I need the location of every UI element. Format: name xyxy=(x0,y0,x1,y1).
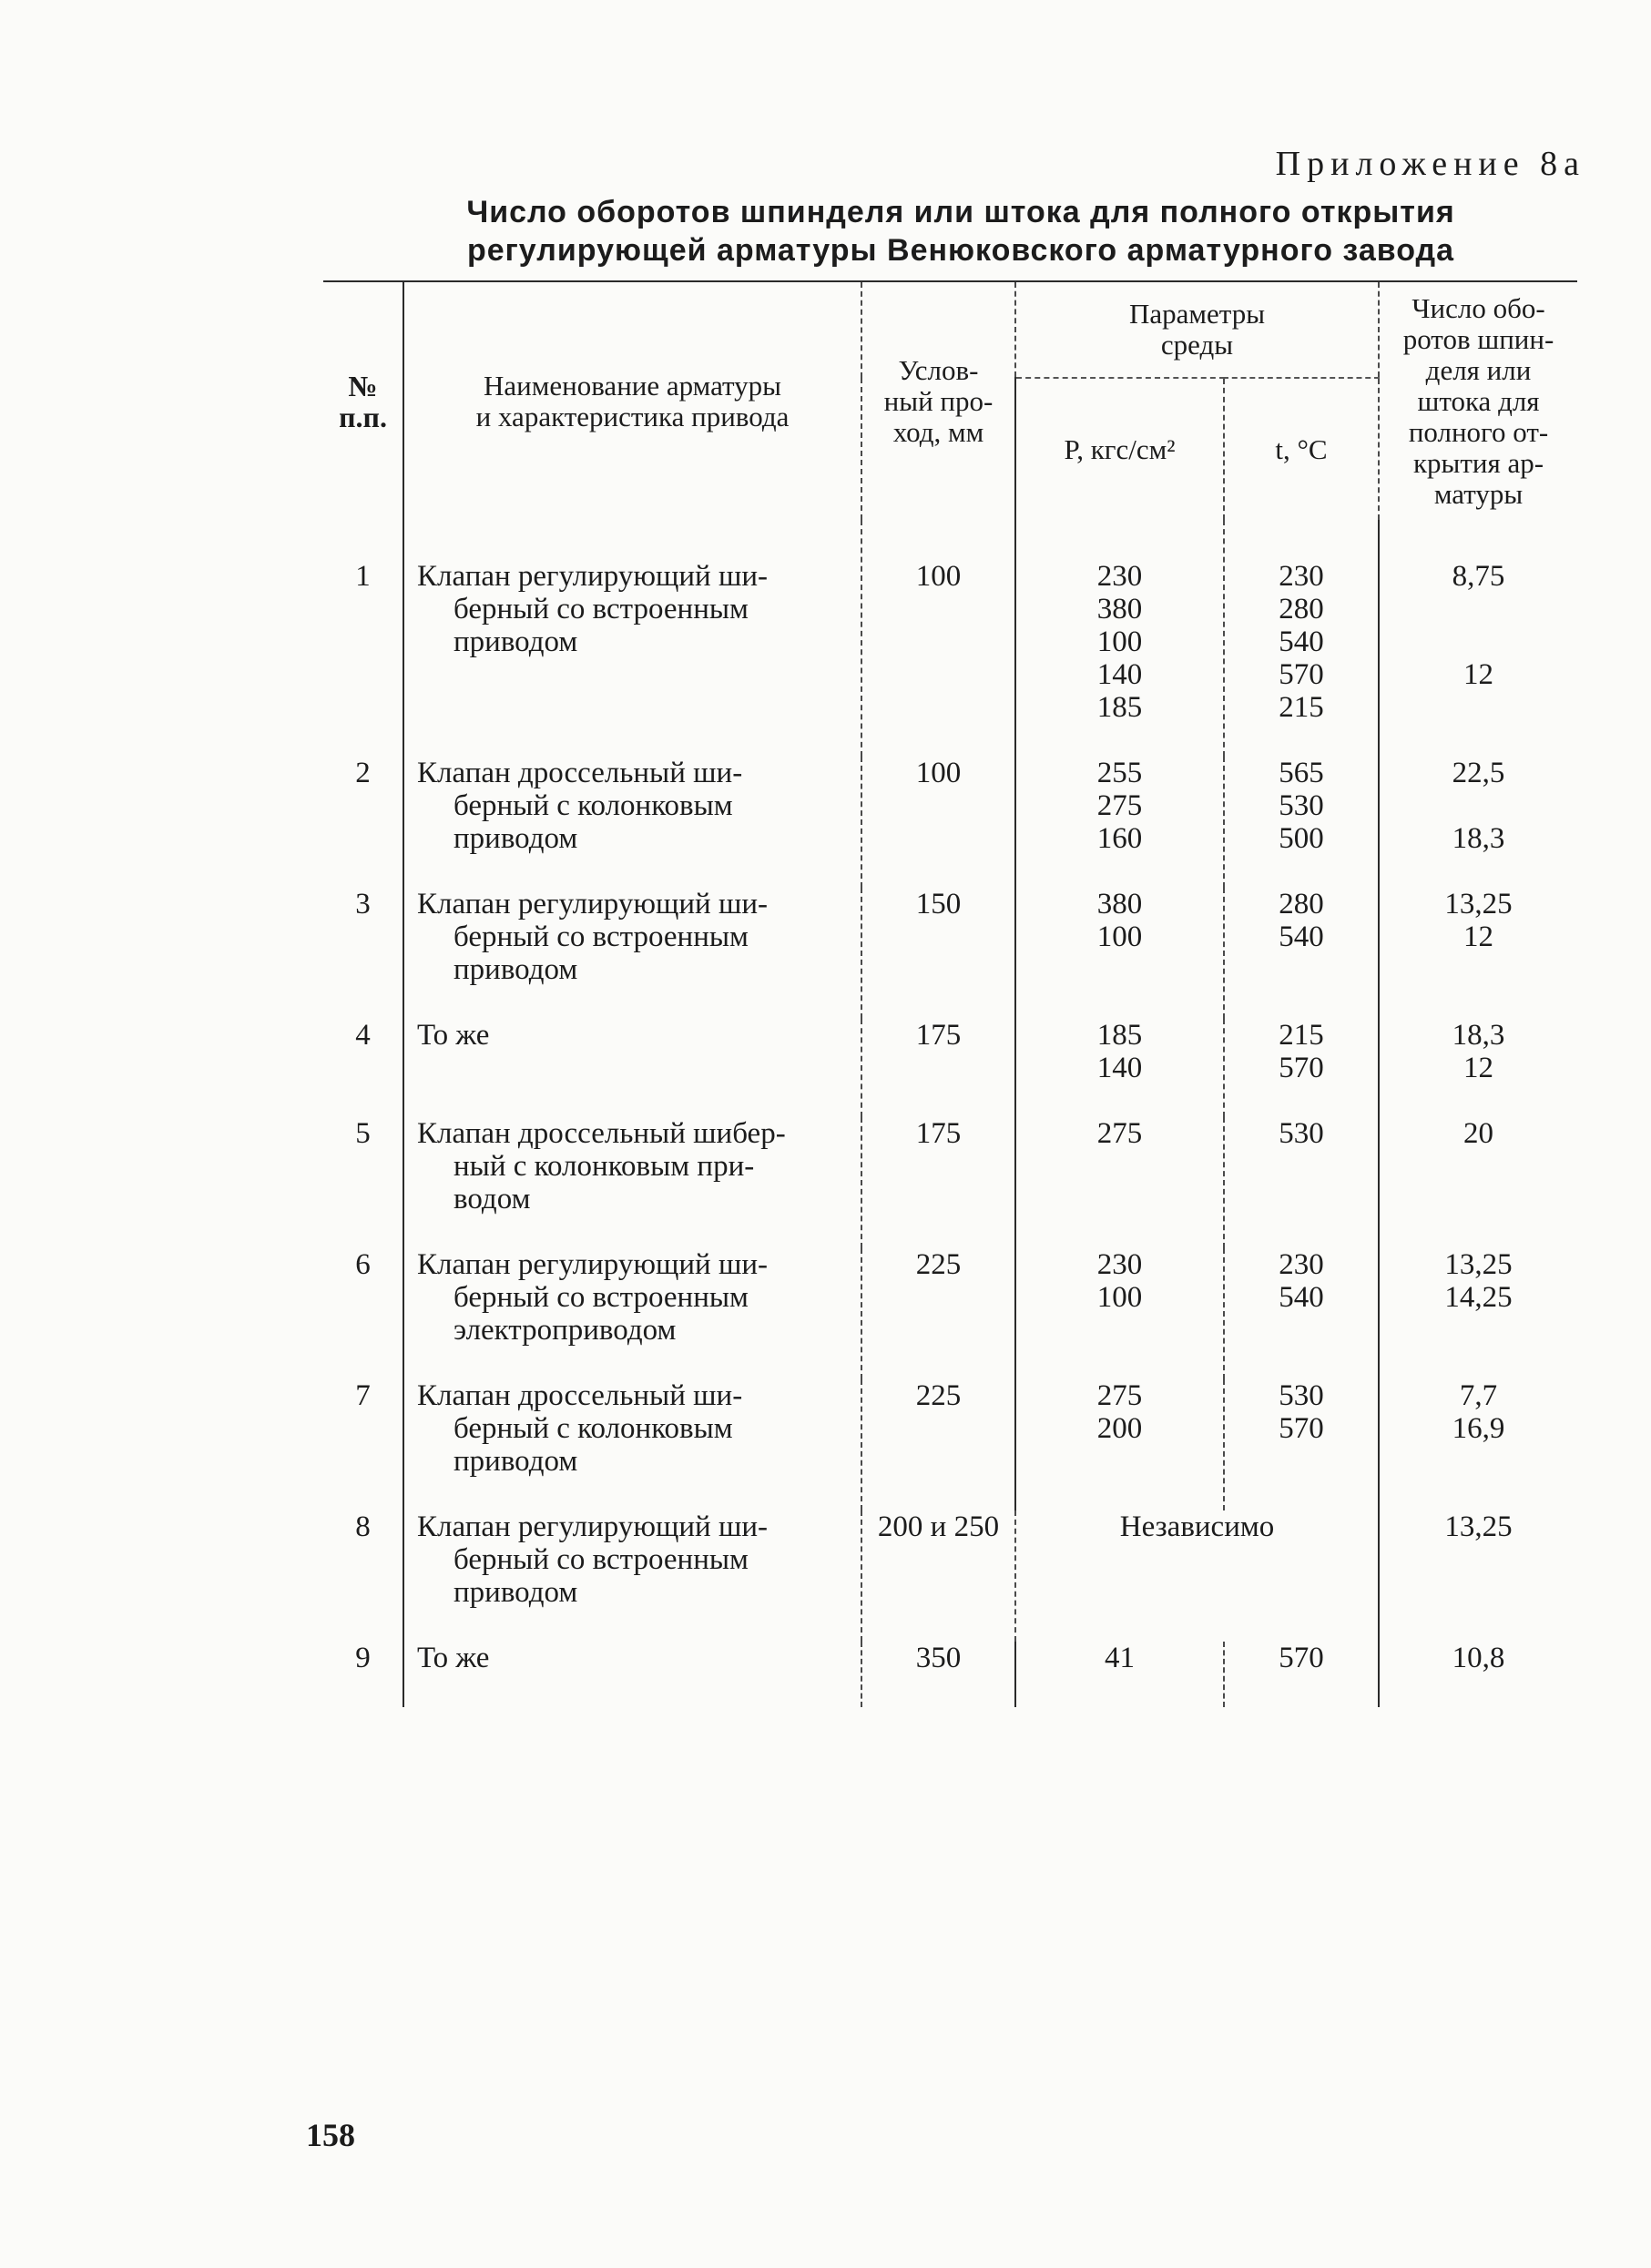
temperature-value: 570 xyxy=(1279,1052,1324,1084)
row-name-line: берный с колонковым xyxy=(454,1412,733,1445)
pressure-value: 185 xyxy=(1096,691,1143,724)
row-turns xyxy=(1379,757,1577,888)
temperature-value: 570 xyxy=(1279,1642,1324,1674)
temperature-value: 565 xyxy=(1279,757,1324,789)
turns-value: 20 xyxy=(1463,1117,1494,1150)
row-name-line: водом xyxy=(454,1183,531,1215)
header-name: Наименование арматуры и характеристика привода xyxy=(403,282,861,520)
row-pressure xyxy=(1015,757,1224,888)
row-name-line: Клапан дроссельный ши- xyxy=(417,1379,743,1412)
table-row xyxy=(323,1379,1577,1510)
turns-value: 12 xyxy=(1463,920,1494,953)
row-diameter: 225 xyxy=(861,1379,1015,1510)
pressure-value: 185 xyxy=(1096,1019,1143,1052)
table-row xyxy=(323,888,1577,1019)
row-name xyxy=(403,888,861,1019)
row-pressure xyxy=(1015,1117,1224,1248)
turns-value: 10,8 xyxy=(1452,1642,1505,1674)
title-line-2: регулирующей арматуры Венюковского арматурного завода xyxy=(466,233,1455,268)
row-name-line: приводом xyxy=(454,1445,578,1478)
row-temperature xyxy=(1224,1117,1379,1248)
row-pressure xyxy=(1015,1019,1224,1117)
row-diameter: 175 xyxy=(861,1019,1015,1117)
table-row xyxy=(323,757,1577,888)
row-temperature xyxy=(1224,1019,1379,1117)
pressure-value: 140 xyxy=(1096,1052,1143,1084)
row-name xyxy=(403,1642,861,1707)
turns-value: 8,75 xyxy=(1452,560,1505,593)
row-temperature xyxy=(1224,888,1379,1019)
pressure-value: 255 xyxy=(1096,757,1143,789)
row-diameter: 200 и 250 xyxy=(861,1510,1015,1642)
pressure-value: 275 xyxy=(1096,789,1143,822)
turns-value xyxy=(1385,593,1572,625)
temperature-value: 215 xyxy=(1279,691,1324,724)
turns-value: 18,3 xyxy=(1452,822,1505,855)
row-diameter: 225 xyxy=(861,1248,1015,1379)
row-number: 3 xyxy=(355,888,371,920)
row-name-line: Клапан дроссельный шибер- xyxy=(417,1117,786,1150)
row-number: 8 xyxy=(355,1510,371,1543)
table-row xyxy=(323,1019,1577,1117)
temperature-value: 230 xyxy=(1279,1248,1324,1281)
appendix-label: Приложение 8а xyxy=(1275,145,1585,183)
table-row xyxy=(323,1510,1577,1642)
row-name xyxy=(403,757,861,888)
row-name xyxy=(403,1379,861,1510)
row-temperature xyxy=(1224,1642,1379,1707)
turns-value: 7,7 xyxy=(1459,1379,1498,1412)
row-number: 9 xyxy=(355,1642,371,1674)
row-turns xyxy=(1379,1019,1577,1117)
pressure-value: 41 xyxy=(1105,1642,1135,1674)
row-name-line: приводом xyxy=(454,1576,578,1609)
row-name-line: берный со встроенным xyxy=(454,593,749,625)
pressure-value: 100 xyxy=(1096,1281,1143,1314)
row-temperature xyxy=(1224,520,1379,757)
pressure-value: 200 xyxy=(1096,1412,1143,1445)
row-pressure xyxy=(1015,1248,1224,1379)
temperature-value: 540 xyxy=(1279,920,1324,953)
row-number: 7 xyxy=(355,1379,371,1412)
temperature-value: 215 xyxy=(1279,1019,1324,1052)
temperature-value: 500 xyxy=(1279,822,1324,855)
pressure-value: 100 xyxy=(1096,625,1143,658)
table-row xyxy=(323,1248,1577,1379)
row-name-line: Клапан дроссельный ши- xyxy=(417,757,743,789)
turns-value: 12 xyxy=(1463,1052,1494,1084)
turns-value: 22,5 xyxy=(1452,757,1505,789)
row-pressure xyxy=(1015,1642,1224,1707)
pressure-value: 275 xyxy=(1096,1117,1143,1150)
table-body xyxy=(323,520,1577,1707)
temperature-value: 230 xyxy=(1279,560,1324,593)
row-diameter: 100 xyxy=(861,757,1015,888)
temperature-value: 530 xyxy=(1279,789,1324,822)
pressure-value: 230 xyxy=(1096,560,1143,593)
table-row xyxy=(323,520,1577,757)
row-name-line: берный со встроенным xyxy=(454,920,749,953)
row-number: 5 xyxy=(355,1117,371,1150)
row-name-line: То же xyxy=(417,1642,490,1674)
row-name-line: приводом xyxy=(454,625,578,658)
row-name xyxy=(403,1019,861,1117)
valve-table xyxy=(323,280,1577,1707)
row-name xyxy=(403,1248,861,1379)
header-diameter: Услов- ный про- ход, мм xyxy=(861,282,1015,520)
header-pressure: P, кгс/см² xyxy=(1015,378,1224,520)
turns-value xyxy=(1385,625,1572,658)
row-turns xyxy=(1379,1510,1577,1642)
row-name-line: приводом xyxy=(454,953,578,986)
row-name-line: берный со встроенным xyxy=(454,1543,749,1576)
row-name xyxy=(403,1117,861,1248)
table-row xyxy=(323,1642,1577,1707)
temperature-value: 530 xyxy=(1279,1379,1324,1412)
row-number: 2 xyxy=(355,757,371,789)
row-name xyxy=(403,520,861,757)
row-name-line: Клапан регулирующий ши- xyxy=(417,560,769,593)
row-name-line: Клапан регулирующий ши- xyxy=(417,1510,769,1543)
row-temperature xyxy=(1224,1248,1379,1379)
row-number: 6 xyxy=(355,1248,371,1281)
temperature-value: 280 xyxy=(1279,593,1324,625)
header-number: № п.п. xyxy=(339,369,387,433)
row-turns xyxy=(1379,888,1577,1019)
row-temperature xyxy=(1224,1379,1379,1510)
temperature-value: 280 xyxy=(1279,888,1324,920)
pressure-value: 230 xyxy=(1096,1248,1143,1281)
row-turns xyxy=(1379,1248,1577,1379)
title-line-1: Число оборотов шпинделя или штока для полного открытия xyxy=(466,195,1455,229)
row-name-line: ный с колонковым при- xyxy=(454,1150,755,1183)
row-number: 4 xyxy=(355,1019,371,1052)
turns-value: 16,9 xyxy=(1452,1412,1505,1445)
pressure-value: 275 xyxy=(1096,1379,1143,1412)
header-parameters: Параметры среды xyxy=(1015,282,1379,378)
pressure-value: 380 xyxy=(1096,888,1143,920)
page-number: 158 xyxy=(306,2117,355,2153)
turns-value: 14,25 xyxy=(1444,1281,1513,1314)
temperature-value: 570 xyxy=(1279,1412,1324,1445)
row-diameter: 175 xyxy=(861,1117,1015,1248)
row-turns xyxy=(1379,520,1577,757)
pressure-value: 100 xyxy=(1096,920,1143,953)
row-turns xyxy=(1379,1117,1577,1248)
data-table xyxy=(323,282,1577,1707)
document-title xyxy=(382,193,1539,270)
row-turns xyxy=(1379,1642,1577,1707)
temperature-value: 530 xyxy=(1279,1117,1324,1150)
row-pressure xyxy=(1015,1379,1224,1510)
row-diameter: 100 xyxy=(861,520,1015,757)
table-row xyxy=(323,1117,1577,1248)
header-temperature: t, °C xyxy=(1224,378,1379,520)
pressure-value: 140 xyxy=(1096,658,1143,691)
turns-value: 13,25 xyxy=(1444,1510,1513,1543)
pressure-value: 380 xyxy=(1096,593,1143,625)
header-turns: Число обо- ротов шпин- деля или штока для полного от- крытия ар- матуры xyxy=(1379,282,1577,520)
row-name-line: берный с колонковым xyxy=(454,789,733,822)
row-name-line: электроприводом xyxy=(454,1314,677,1347)
temperature-value: 540 xyxy=(1279,625,1324,658)
temperature-value: 540 xyxy=(1279,1281,1324,1314)
turns-value xyxy=(1385,691,1572,724)
row-name-line: Клапан регулирующий ши- xyxy=(417,1248,769,1281)
row-name-line: Клапан регулирующий ши- xyxy=(417,888,769,920)
row-number: 1 xyxy=(355,560,371,593)
pressure-value: 160 xyxy=(1096,822,1143,855)
row-name-line: То же xyxy=(417,1019,490,1052)
turns-value xyxy=(1385,789,1572,822)
row-pressure xyxy=(1015,888,1224,1019)
row-name-line: приводом xyxy=(454,822,578,855)
row-turns xyxy=(1379,1379,1577,1510)
row-temperature xyxy=(1224,757,1379,888)
row-name xyxy=(403,1510,861,1642)
row-parameters-merged: Независимо xyxy=(1015,1510,1379,1642)
turns-value: 13,25 xyxy=(1444,888,1513,920)
temperature-value: 570 xyxy=(1279,658,1324,691)
turns-value: 18,3 xyxy=(1452,1019,1505,1052)
row-name-line: берный со встроенным xyxy=(454,1281,749,1314)
row-pressure xyxy=(1015,520,1224,757)
row-diameter: 350 xyxy=(861,1642,1015,1707)
row-diameter: 150 xyxy=(861,888,1015,1019)
turns-value: 12 xyxy=(1463,658,1494,691)
turns-value: 13,25 xyxy=(1444,1248,1513,1281)
